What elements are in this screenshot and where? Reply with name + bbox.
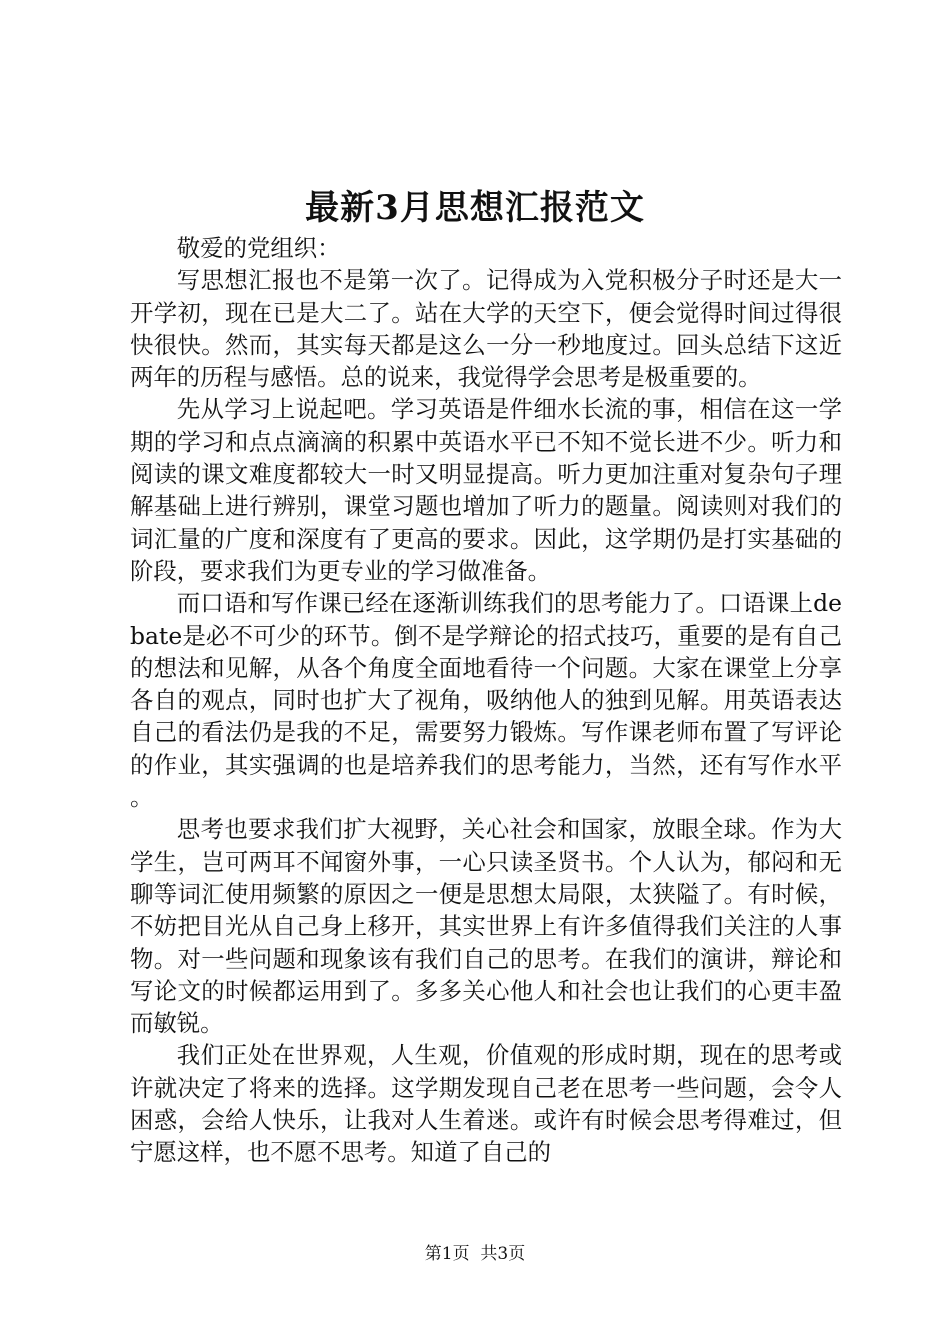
- document-body: [130, 232, 842, 1169]
- salutation: 敬爱的党组织：: [176, 234, 341, 262]
- document-title: 最新3月思想汇报范文: [305, 188, 645, 228]
- paragraph: 写思想汇报也不是第一次了。记得成为入党积极分子时还是大一开学初，现在已是大二了。站在大学的天空下，便会觉得时间过得很快很快。然而，其实每天都是这么一分一秒地度过。回头总结下这近两年的历程与感悟。总的说来，我觉得学会思考是极重要的。: [130, 266, 842, 392]
- paragraph: 我们正处在世界观，人生观，价值观的形成时期，现在的思考或许就决定了将来的选择。这学期发现自己老在思考一些问题，会令人困惑，会给人快乐，让我对人生着迷。或许有时候会思考得难过，但宁愿这样，也不愿不思考。知道了自己的: [130, 1041, 842, 1167]
- page-number-footer: 第1页 共3页: [424, 1244, 526, 1264]
- paragraph: 而口语和写作课已经在逐渐训练我们的思考能力了。口语课上debate是必不可少的环节。倒不是学辩论的招式技巧，重要的是有自己的想法和见解，从各个角度全面地看待一个问题。大家在课堂上分享各自的观点，同时也扩大了视角，吸纳他人的独到见解。用英语表达自己的看法仍是我的不足，需要努力锻炼。写作课老师布置了写评论的作业，其实强调的也是培养我们的思考能力，当然，还有写作水平。: [130, 589, 842, 812]
- paragraph: 先从学习上说起吧。学习英语是件细水长流的事，相信在这一学期的学习和点点滴滴的积累中英语水平已不知不觉长进不少。听力和阅读的课文难度都较大一时又明显提高。听力更加注重对复杂句子理解基础上进行辨别，课堂习题也增加了听力的题量。阅读则对我们的词汇量的广度和深度有了更高的要求。因此，这学期仍是打实基础的阶段，要求我们为更专业的学习做准备。: [130, 395, 842, 585]
- paragraph: 思考也要求我们扩大视野，关心社会和国家，放眼全球。作为大学生，岂可两耳不闻窗外事，一心只读圣贤书。个人认为，郁闷和无聊等词汇使用频繁的原因之一便是思想太局限，太狭隘了。有时候，不妨把目光从自己身上移开，其实世界上有许多值得我们关注的人事物。对一些问题和现象该有我们自己的思考。在我们的演讲，辩论和写论文的时候都运用到了。多多关心他人和社会也让我们的心更丰盈而敏锐。: [130, 815, 842, 1038]
